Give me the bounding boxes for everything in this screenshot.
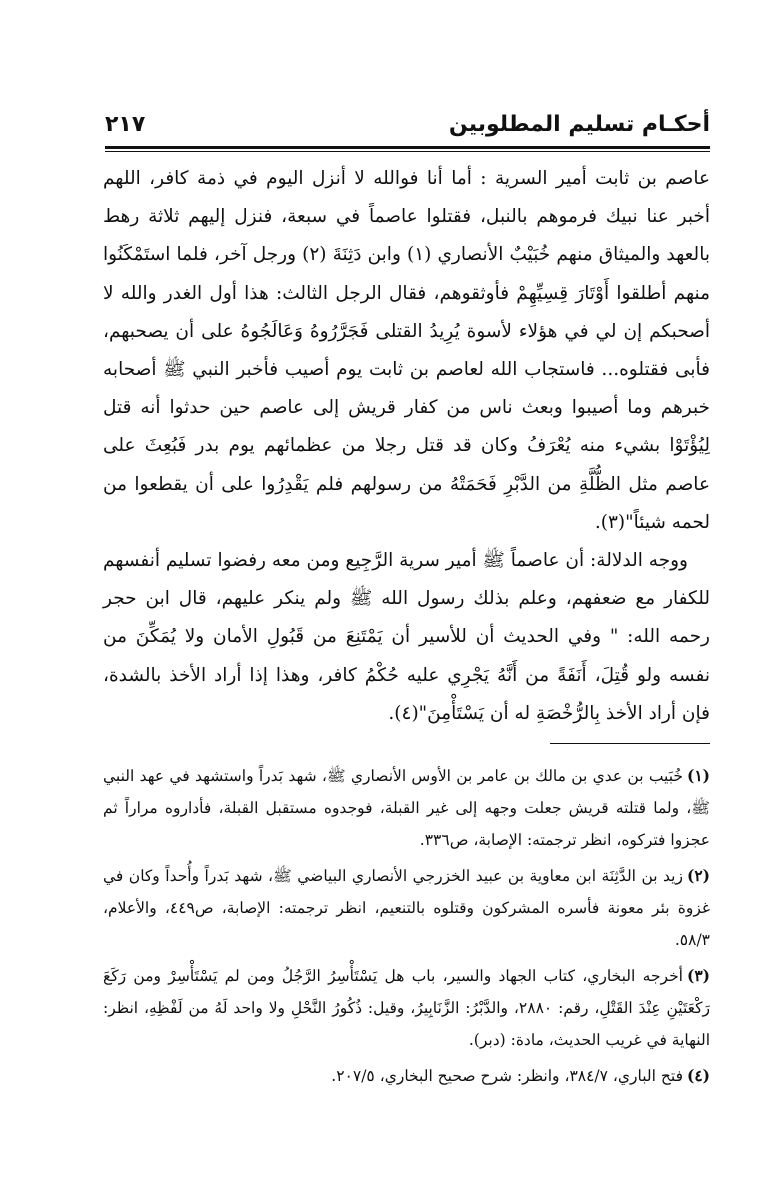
main-text <box>103 160 710 733</box>
footnote-2 <box>103 860 710 956</box>
running-title: أحكـام تسليم المطلوبين <box>448 112 710 137</box>
body-paragraph-1: عاصم بن ثابت أمير السرية : أما أنا فوالله لا أنزل اليوم في ذمة كافر، اللهم أخبر عنا نبيك فرموهم بالنبل، فقتلوا عاصماً في سبعة، فنزل إليهم ثلاثة رهط بالعهد والميثاق منهم خُبَيْبٌ الأنصاري (١) وابن دَثِنَةَ (٢) ورجل آخر، فلما استَمْكَنُوا منهم أطلقوا أَوْتَارَ قِسِيِّهِمْ فأوثقوهم، فقال الرجل الثالث: هذا أول الغدر والله لا أصحبكم إن لي في هؤلاء لأسوة يُرِيدُ القتلى فَجَرَّرُوهُ وَعَالَجُوهُ على أن يصحبهم، فأبى فقتلوه... فاستجاب الله لعاصم بن ثابت يوم أصيب فأخبر النبي ﷺ أصحابه خبرهم وما أصيبوا وبعث ناس من كفار قريش إلى عاصم حين حدثوا أنه قتل لِيُؤْتَوْا بشيء منه يُعْرَفُ وكان قد قتل رجلا من عظمائهم يوم بدر فَبُعِثَ على عاصم مثل الظُّلَّةِ من الدَّبْرِ فَحَمَتْهُ من رسولهم فلم يَقْدِرُوا على أن يقطعوا من لحمه شيئاً"(٣). <box>103 168 710 533</box>
footnote-number: (١) <box>686 766 710 785</box>
footnote-number: (٢) <box>686 866 710 885</box>
footnote-number: (٣) <box>686 966 710 985</box>
footnote-text: أخرجه البخاري، كتاب الجهاد والسير، باب هل يَسْتَأْسِرُ الرَّجُلُ ومن لم يَسْتَأْسِرْ ومن رَكَعَ رَكْعَتَيْنِ عِنْدَ القَتْلِ، رقم: ٢٨٨٠، والدَّبْرُ: الزَّنَابِيرُ، وقيل: ذُكُورُ النَّحْلِ ولا واحد لَهُ من لَفْظِهِ، انظر: النهاية في غريب الحديث، مادة: (دبر). <box>103 967 710 1049</box>
footnote-text: زيد بن الدَّثِنَة ابن معاوية بن عبيد الخزرجي الأنصاري البياضي ﷺ، شهد بَدراً وأُحداً وكان في غزوة بئر معونة فأسره المشركون وقتلوه بالتنعيم، انظر ترجمته: الإصابة، ص٤٤٩، والأعلام، ٥٨/٣. <box>103 867 710 949</box>
header-rule-thick <box>105 146 710 149</box>
header-rule-thin <box>105 151 710 152</box>
page-number: ٢١٧ <box>105 112 146 137</box>
footnote-text: فتح الباري، ٣٨٤/٧، وانظر: شرح صحيح البخاري، ٢٠٧/٥. <box>331 1067 683 1085</box>
footnotes <box>103 760 710 1096</box>
body-paragraph-2: ووجه الدلالة: أن عاصماً ﷺ أمير سرية الرَّجِيع ومن معه رفضوا تسليم أنفسهم للكفار مع ضعفهم، وعلم بذلك رسول الله ﷺ ولم ينكر عليهم، قال ابن حجر رحمه الله: " وفي الحديث أن للأسير أن يَمْتَنِعَ من قَبُولِ الأمان ولا يُمَكِّنَ من نفسه ولو قُتِلَ، أَنَفَةً من أَنَّهُ يَجْرِي عليه حُكْمُ كافر، وهذا إذا أراد الأخذ بالشدة، فإن أراد الأخذ بِالرُّخْصَةِ له أن يَسْتَأْمِنَ"(٤). <box>103 550 710 724</box>
footnote-3 <box>103 960 710 1056</box>
footnote-text: خُبَيب بن عدي بن مالك بن عامر بن الأوس الأنصاري ﷺ، شهد بَدراً واستشهد في عهد النبي ﷺ، ولما قتلته قريش جعلت وجهه إلى غير القبلة، فوجدوه مستقبل القبلة، فأداروه مراراً ثم عجزوا فتركوه، انظر ترجمته: الإصابة، ص٣٣٦. <box>103 767 710 849</box>
footnote-1 <box>103 760 710 856</box>
footnote-4 <box>103 1060 710 1092</box>
page-header <box>105 100 710 140</box>
footnote-separator <box>550 743 710 744</box>
footnote-number: (٤) <box>686 1066 710 1085</box>
